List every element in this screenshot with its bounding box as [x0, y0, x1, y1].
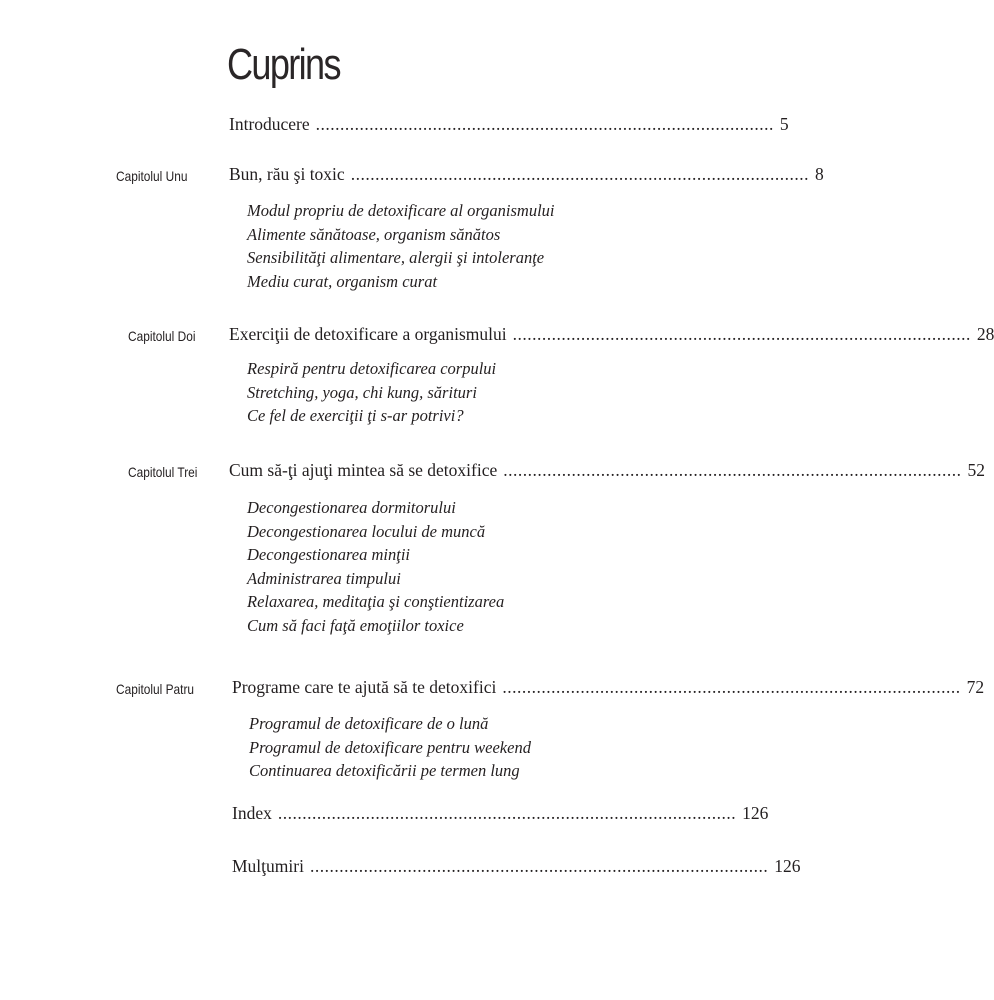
- entry-label: Mulţumiri: [232, 856, 304, 876]
- section-item[interactable]: Relaxarea, meditaţia şi conştientizarea: [247, 592, 505, 611]
- leader-dots: ..............................................................................................: [309, 856, 769, 876]
- toc-entry-index[interactable]: [232, 803, 769, 824]
- section-item[interactable]: Ce fel de exerciţii ţi s-ar potrivi?: [247, 406, 464, 425]
- leader-dots: ..............................................................................................: [512, 324, 971, 344]
- section-item[interactable]: Modul propriu de detoxificare al organismului: [247, 201, 555, 220]
- section-item[interactable]: Decongestionarea locului de muncă: [247, 521, 486, 541]
- entry-label: Programe care te ajută să te detoxifici: [232, 677, 497, 697]
- entry-page: 28: [976, 324, 994, 344]
- entry-label: Bun, rău şi toxic: [229, 164, 345, 184]
- section-item[interactable]: Continuarea detoxificării pe termen lung: [249, 761, 520, 780]
- entry-label: Introducere: [229, 114, 310, 134]
- section-item[interactable]: Programul de detoxificare pentru weekend: [249, 737, 531, 757]
- section-list: [247, 496, 504, 637]
- section-item[interactable]: Alimente sănătoase, organism sănătos: [247, 224, 501, 244]
- section-item[interactable]: Decongestionarea dormitorului: [247, 498, 456, 517]
- entry-label: Cum să-ţi ajuţi mintea să se detoxifice: [229, 460, 498, 480]
- chapter-label: Capitolul Patru: [116, 681, 195, 697]
- chapter-label: Capitolul Unu: [116, 168, 188, 184]
- entry-page: 126: [774, 856, 801, 876]
- page-title: Cuprins: [227, 40, 340, 89]
- entry-page: 5: [779, 114, 789, 134]
- toc-entry-chapter-1[interactable]: [229, 164, 824, 185]
- section-item[interactable]: Administrarea timpului: [247, 568, 401, 588]
- entry-label: Exerciţii de detoxificare a organismului: [229, 324, 507, 344]
- toc-entry-thanks[interactable]: [232, 856, 801, 877]
- toc-entry-chapter-4[interactable]: [232, 677, 985, 698]
- section-item[interactable]: Decongestionarea minţii: [247, 545, 410, 564]
- entry-page: 8: [814, 164, 824, 184]
- leader-dots: ..............................................................................................: [502, 677, 961, 697]
- section-item[interactable]: Mediu curat, organism curat: [247, 271, 438, 291]
- section-list: [249, 712, 531, 783]
- toc-entry-chapter-2[interactable]: [229, 324, 994, 345]
- leader-dots: ..............................................................................................: [350, 164, 809, 184]
- entry-page: 72: [966, 677, 985, 697]
- section-item[interactable]: Programul de detoxificare de o lună: [249, 714, 489, 733]
- leader-dots: ..............................................................................................: [277, 803, 737, 823]
- chapter-label: Capitolul Trei: [128, 464, 198, 480]
- toc-entry-intro[interactable]: [229, 114, 789, 135]
- entry-label: Index: [232, 803, 272, 823]
- chapter-label: Capitolul Doi: [128, 328, 196, 344]
- section-item[interactable]: Stretching, yoga, chi kung, sărituri: [247, 382, 477, 402]
- section-list: [247, 199, 555, 293]
- section-item[interactable]: Cum să faci faţă emoţiilor toxice: [247, 615, 464, 635]
- leader-dots: ..............................................................................................: [315, 114, 774, 134]
- leader-dots: ..............................................................................................: [503, 460, 962, 480]
- toc-entry-chapter-3[interactable]: [229, 460, 986, 481]
- section-list: [247, 357, 496, 428]
- entry-page: 126: [742, 803, 769, 823]
- section-item[interactable]: Respiră pentru detoxificarea corpului: [247, 359, 497, 378]
- entry-page: 52: [967, 460, 986, 480]
- section-item[interactable]: Sensibilităţi alimentare, alergii şi intoleranţe: [247, 248, 545, 267]
